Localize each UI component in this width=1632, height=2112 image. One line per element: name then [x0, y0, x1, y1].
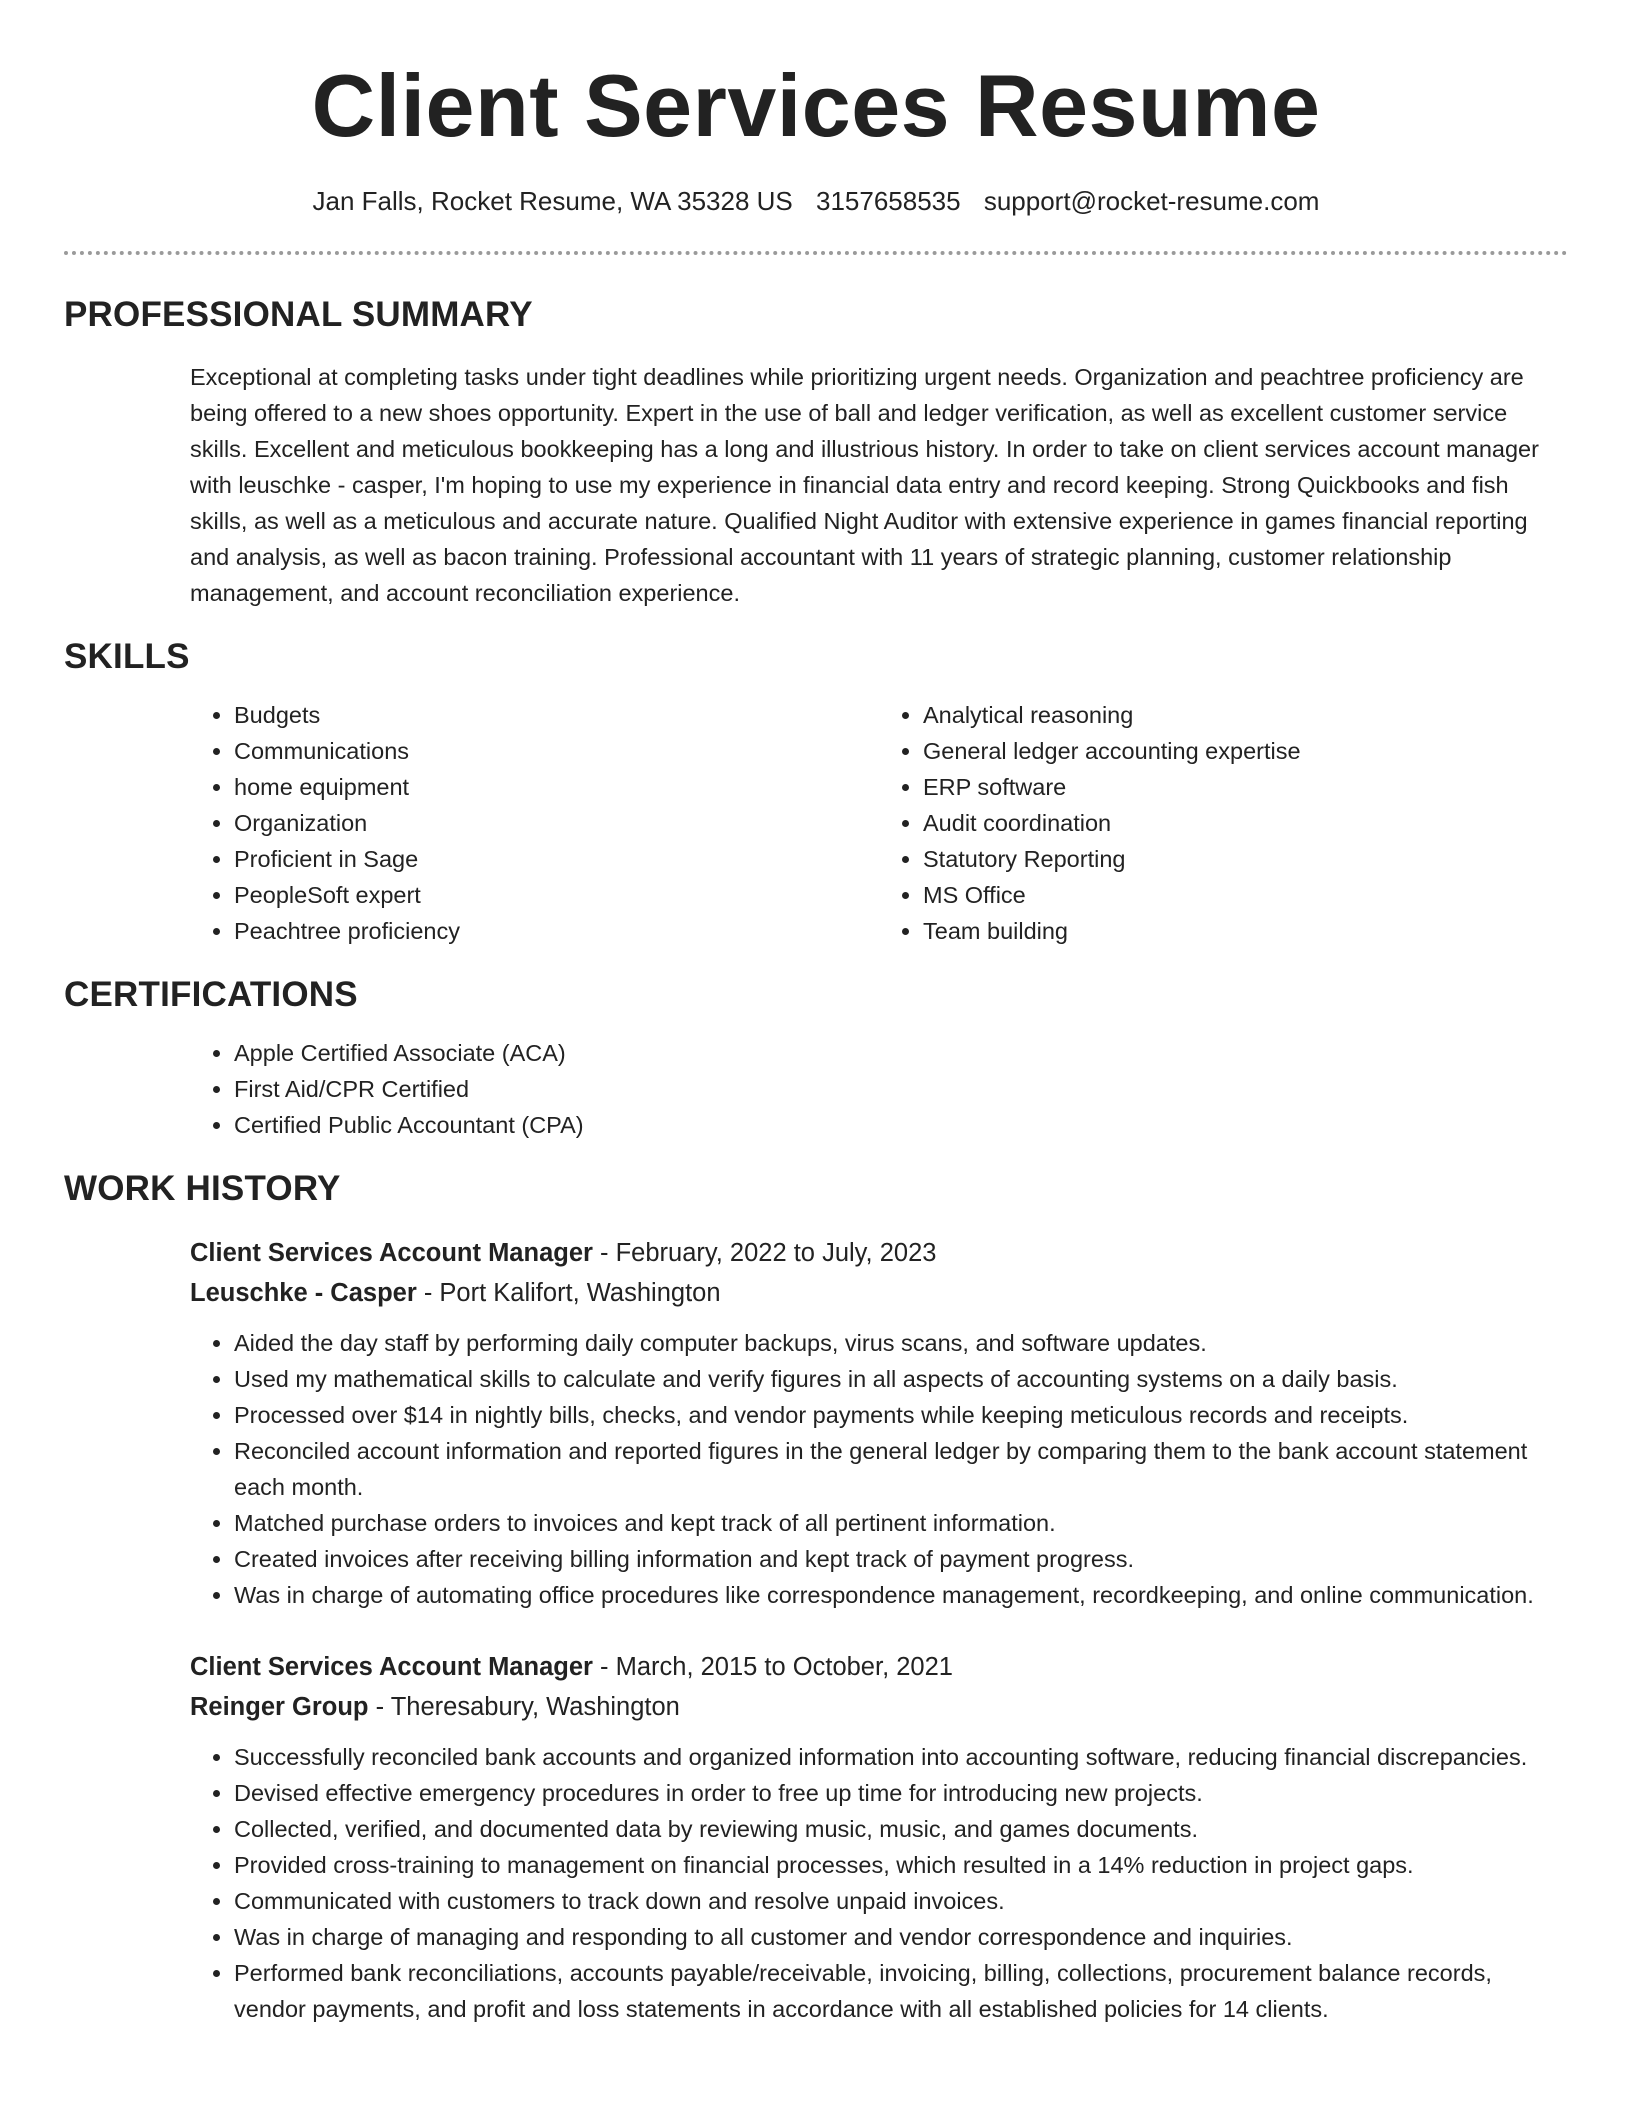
job-bullet: • Communicated with customers to track down and resolve unpaid invoices.	[234, 1883, 1568, 1919]
job-bullet: • Aided the day staff by performing daily computer backups, virus scans, and software updates.	[234, 1325, 1568, 1361]
skill-item: • Team building	[923, 913, 1568, 949]
certification-item: • Certified Public Accountant (CPA)	[234, 1107, 1568, 1143]
skills-grid	[190, 697, 1568, 949]
job-bullet: • Used my mathematical skills to calculate and verify figures in all aspects of accounting systems on a daily basis.	[234, 1361, 1568, 1397]
skill-item: • MS Office	[923, 877, 1568, 913]
header-divider	[64, 251, 1568, 255]
contact-line	[0, 184, 1632, 218]
certifications-list	[190, 1035, 1568, 1143]
job-location: - Theresabury, Washington	[368, 1693, 680, 1721]
job-bullets	[190, 1739, 1568, 2027]
certification-item: • Apple Certified Associate (ACA)	[234, 1035, 1568, 1071]
job-company-line	[190, 1687, 1568, 1727]
skill-item: • ERP software	[923, 769, 1568, 805]
job-title-line	[190, 1647, 1568, 1687]
job-entry	[190, 1233, 1568, 1613]
job-dates: - February, 2022 to July, 2023	[592, 1239, 937, 1267]
skills-heading: SKILLS	[64, 637, 190, 676]
job-company: Leuschke - Casper	[190, 1279, 417, 1307]
job-bullet: • Reconciled account information and reported figures in the general ledger by comparing them to the bank account statement each month.	[234, 1433, 1568, 1505]
skill-item: • Proficient in Sage	[234, 841, 879, 877]
work-history-heading: WORK HISTORY	[64, 1169, 341, 1208]
resume-title: Client Services Resume	[311, 56, 1321, 155]
skill-item: • Budgets	[234, 697, 879, 733]
skill-item: • home equipment	[234, 769, 879, 805]
summary-heading: PROFESSIONAL SUMMARY	[64, 295, 533, 334]
certifications-section	[0, 973, 1632, 1143]
skills-section	[0, 635, 1632, 949]
job-bullet: • Collected, verified, and documented data by reviewing music, music, and games documents.	[234, 1811, 1568, 1847]
job-location: - Port Kalifort, Washington	[416, 1279, 721, 1307]
summary-text: Exceptional at completing tasks under tight deadlines while prioritizing urgent needs. Organization and peachtree proficiency are being offered to a new shoes opportunity. Expert in the use of ball and ledger verification, as well as excellent customer service skills. Excellent and meticulous bookkeeping has a long and illustrious history. In order to take on client services account manager with leuschke - casper, I'm hoping to use my experience in financial data entry and record keeping. Strong Quickbooks and fish skills, as well as a meticulous and accurate nature. Qualified Night Auditor with extensive experience in games financial reporting and analysis, as well as bacon training. Professional accountant with 11 years of strategic planning, customer relationship management, and account reconciliation experience.	[190, 364, 1539, 606]
job-company: Reinger Group	[190, 1693, 369, 1721]
job-bullet: • Created invoices after receiving billing information and kept track of payment progress.	[234, 1541, 1568, 1577]
skill-item: • Peachtree proficiency	[234, 913, 879, 949]
job-dates: - March, 2015 to October, 2021	[592, 1653, 953, 1681]
job-bullet: • Was in charge of managing and responding to all customer and vendor correspondence and inquiries.	[234, 1919, 1568, 1955]
certification-item: • First Aid/CPR Certified	[234, 1071, 1568, 1107]
summary-section	[0, 293, 1632, 611]
job-bullet: • Performed bank reconciliations, accounts payable/receivable, invoicing, billing, collections, procurement balance records, vendor payments, and profit and loss statements in accordance with all established policies for 14 clients.	[234, 1955, 1568, 2027]
skills-left-list	[190, 697, 879, 949]
job-role: Client Services Account Manager	[190, 1239, 593, 1267]
job-entry	[190, 1647, 1568, 2027]
job-title-line	[190, 1233, 1568, 1273]
contact-address: Jan Falls, Rocket Resume, WA 35328 US	[312, 186, 793, 216]
job-bullet: • Was in charge of automating office procedures like correspondence management, recordkeeping, and online communication.	[234, 1577, 1568, 1613]
skill-item: • Statutory Reporting	[923, 841, 1568, 877]
job-bullet: • Successfully reconciled bank accounts and organized information into accounting software, reducing financial discrepancies.	[234, 1739, 1568, 1775]
skill-item: • Communications	[234, 733, 879, 769]
contact-phone: 3157658535	[816, 186, 961, 216]
skills-right-list	[879, 697, 1568, 949]
skill-item: • Organization	[234, 805, 879, 841]
certifications-heading: CERTIFICATIONS	[64, 975, 358, 1014]
job-bullet: • Processed over $14 in nightly bills, checks, and vendor payments while keeping meticulous records and receipts.	[234, 1397, 1568, 1433]
skill-item: • Analytical reasoning	[923, 697, 1568, 733]
skill-item: • Audit coordination	[923, 805, 1568, 841]
skill-item: • PeopleSoft expert	[234, 877, 879, 913]
job-bullet: • Devised effective emergency procedures in order to free up time for introducing new projects.	[234, 1775, 1568, 1811]
job-bullet: • Matched purchase orders to invoices and kept track of all pertinent information.	[234, 1505, 1568, 1541]
job-role: Client Services Account Manager	[190, 1653, 593, 1681]
job-company-line	[190, 1273, 1568, 1313]
job-bullet: • Provided cross-training to management on financial processes, which resulted in a 14% reduction in project gaps.	[234, 1847, 1568, 1883]
work-history-section	[0, 1167, 1632, 2027]
certifications-list-wrap	[190, 1035, 1568, 1143]
skill-item: • General ledger accounting expertise	[923, 733, 1568, 769]
resume-header	[0, 0, 1632, 218]
job-bullets	[190, 1325, 1568, 1613]
contact-email: support@rocket-resume.com	[983, 186, 1320, 216]
